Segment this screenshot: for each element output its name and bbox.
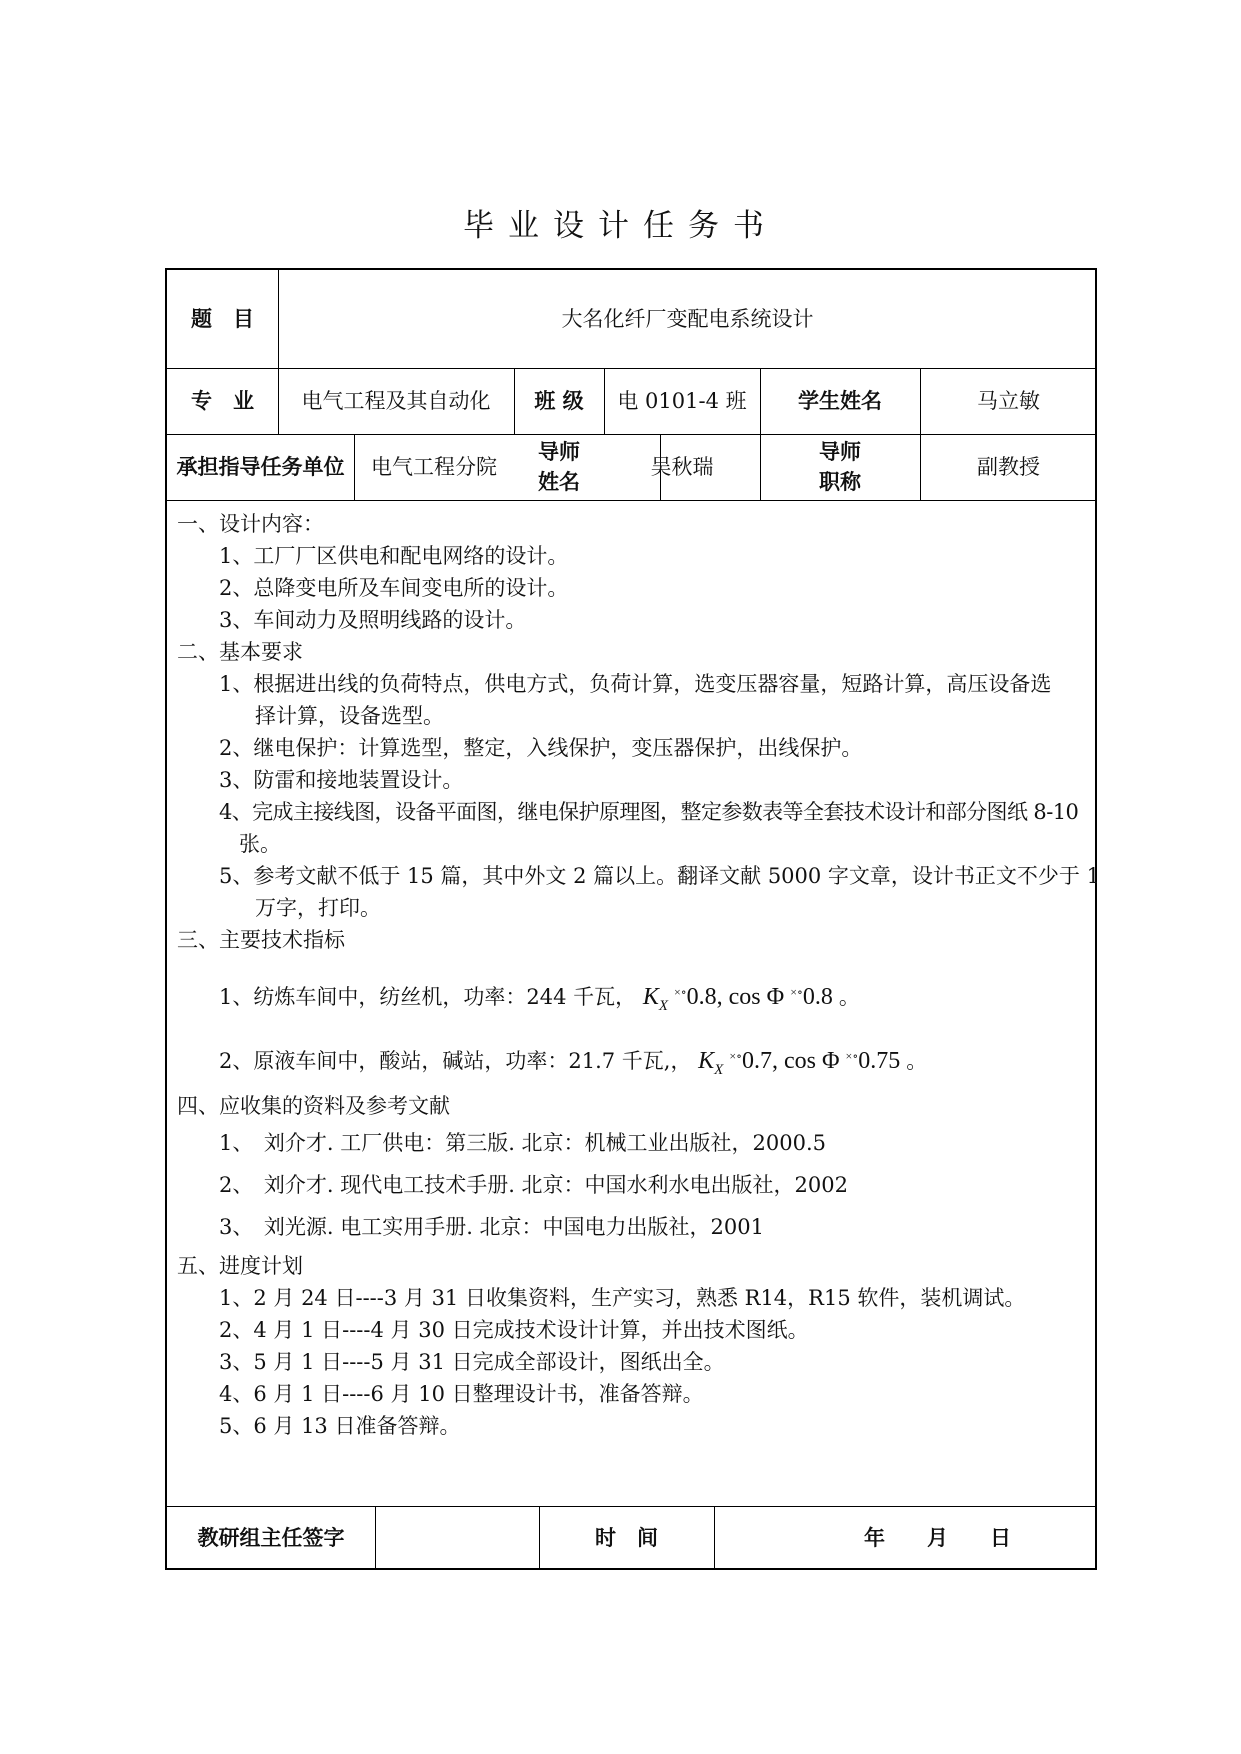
formula-end: 。 bbox=[906, 1049, 928, 1073]
schedule-item: 4、6 月 1 日----6 月 10 日整理设计书，准备答辩。 bbox=[219, 1382, 704, 1406]
advisor-title-label-line1: 导师 bbox=[819, 440, 861, 464]
list-item: 4、完成主接线图，设备平面图，继电保护原理图，整定参数表等全套技术设计和部分图纸 8-10 bbox=[219, 800, 1079, 824]
task-content bbox=[177, 508, 1100, 1442]
section-heading: 三、主要技术指标 bbox=[177, 928, 345, 952]
list-item: 2、总降变电所及车间变电所的设计。 bbox=[219, 576, 569, 600]
list-item: 5、参考文献不低于 15 篇，其中外文 2 篇以上。翻译文献 5000 字文章，设计书正文不少于 1 bbox=[219, 864, 1100, 888]
row-divider bbox=[167, 500, 1095, 501]
formula-x: X bbox=[714, 1062, 724, 1078]
list-item-continued: 择计算，设备选型。 bbox=[255, 704, 444, 728]
list-item: 3、车间动力及照明线路的设计。 bbox=[219, 608, 527, 632]
schedule-item: 5、6 月 13 日准备答辩。 bbox=[219, 1414, 461, 1438]
formula-mark: ×∘ bbox=[790, 985, 803, 999]
advisor-name-label-line1: 导师 bbox=[538, 440, 580, 464]
reference-item: 3、 刘光源. 电工实用手册. 北京：中国电力出版社，2001 bbox=[219, 1215, 765, 1239]
formula-end: 。 bbox=[838, 985, 860, 1009]
topic-value: 大名化纤厂变配电系统设计 bbox=[561, 307, 814, 331]
formula-value-a: 0.7, cos Φ bbox=[742, 1048, 840, 1074]
formula-mark: ×∘ bbox=[674, 985, 687, 999]
spec-item-text: 1、纺炼车间中，纺丝机，功率：244 千瓦， bbox=[219, 985, 637, 1009]
spec-item-2 bbox=[177, 1034, 1087, 1078]
advisor-name-value: 吴秋瑞 bbox=[650, 455, 714, 479]
section-heading: 四、应收集的资料及参考文献 bbox=[177, 1094, 450, 1118]
advisor-title-label-line2: 职称 bbox=[819, 470, 861, 494]
formula-k: K bbox=[698, 1048, 715, 1074]
formula-mark: ×∘ bbox=[845, 1049, 859, 1063]
time-label: 时 间 bbox=[595, 1526, 658, 1550]
formula-k: K bbox=[642, 984, 659, 1010]
student-value: 马立敏 bbox=[977, 389, 1040, 413]
reference-item: 2、 刘介才. 现代电工技术手册. 北京：中国水利水电出版社，2002 bbox=[219, 1173, 849, 1197]
section-heading: 二、基本要求 bbox=[177, 640, 303, 664]
formula-value-b: 0.8 bbox=[802, 984, 833, 1010]
sign-label: 教研组主任签字 bbox=[197, 1526, 345, 1550]
list-item: 1、工厂厂区供电和配电网络的设计。 bbox=[219, 544, 569, 568]
unit-value: 电气工程分院 bbox=[371, 455, 497, 479]
formula-value-a: 0.8, cos Φ bbox=[686, 984, 785, 1010]
advisor-title-label bbox=[760, 434, 920, 500]
spec-formula bbox=[642, 984, 839, 1014]
formula-mark: ×∘ bbox=[729, 1049, 742, 1063]
task-table bbox=[165, 268, 1100, 1570]
sign-field[interactable] bbox=[375, 1506, 539, 1570]
major-label: 专 业 bbox=[191, 389, 254, 413]
major-value: 电气工程及其自动化 bbox=[301, 389, 491, 413]
schedule-item: 2、4 月 1 日----4 月 30 日完成技术设计计算，并出技术图纸。 bbox=[219, 1318, 809, 1342]
formula-value-b: 0.75 bbox=[858, 1048, 901, 1074]
spec-formula bbox=[698, 1048, 906, 1078]
spec-item-1 bbox=[177, 970, 1087, 1014]
advisor-title-value: 副教授 bbox=[977, 455, 1040, 479]
list-item-continued: 万字，打印。 bbox=[255, 896, 381, 920]
list-item: 2、继电保护：计算选型，整定，入线保护，变压器保护，出线保护。 bbox=[219, 736, 863, 760]
topic-label: 题 目 bbox=[191, 307, 254, 331]
class-label: 班 级 bbox=[534, 389, 584, 413]
unit-label: 承担指导任务单位 bbox=[176, 455, 345, 479]
schedule-item: 1、2 月 24 日----3 月 31 日收集资料，生产实习，熟悉 R14，R15 软件，装机调试。 bbox=[219, 1286, 1026, 1310]
class-value: 电 0101-4 班 bbox=[617, 389, 747, 413]
list-item: 3、防雷和接地装置设计。 bbox=[219, 768, 464, 792]
section-heading: 五、进度计划 bbox=[177, 1254, 303, 1278]
schedule-item: 3、5 月 1 日----5 月 31 日完成全部设计，图纸出全。 bbox=[219, 1350, 725, 1374]
advisor-name-label bbox=[514, 434, 604, 500]
advisor-name-label-line2: 姓名 bbox=[538, 470, 580, 494]
reference-item: 1、 刘介才. 工厂供电：第三版. 北京：机械工业出版社，2000.5 bbox=[219, 1131, 827, 1155]
document-title: 毕业设计任务书 bbox=[463, 208, 778, 244]
list-item-continued: 张。 bbox=[239, 832, 281, 856]
student-label: 学生姓名 bbox=[798, 389, 882, 413]
list-item: 1、根据进出线的负荷特点，供电方式，负荷计算，选变压器容量，短路计算，高压设备选 bbox=[219, 672, 1052, 696]
formula-x: X bbox=[658, 998, 668, 1014]
spec-item-text: 2、原液车间中，酸站，碱站，功率：21.7 千瓦,， bbox=[219, 1049, 692, 1073]
section-heading: 一、设计内容： bbox=[177, 512, 324, 536]
date-field[interactable]: 年 月 日 bbox=[864, 1526, 1011, 1550]
